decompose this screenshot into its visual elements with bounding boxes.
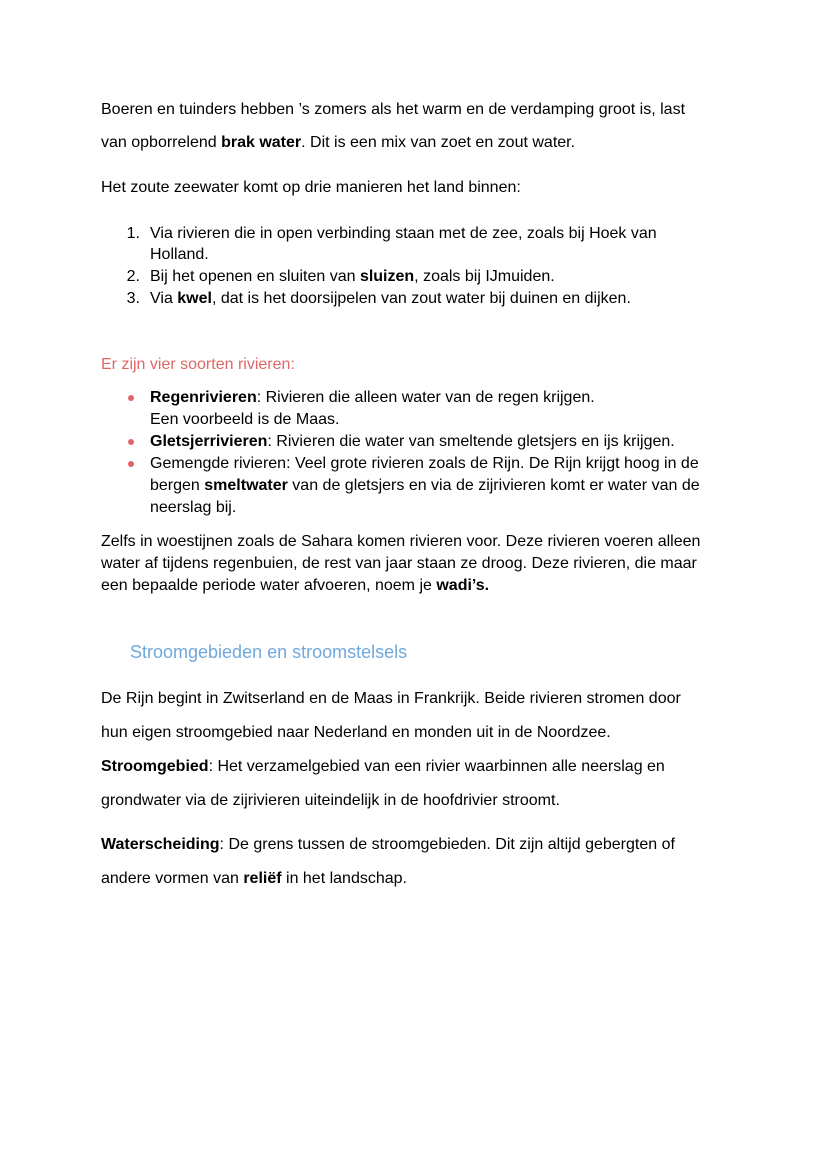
zout-intro: Het zoute zeewater komt op drie manieren het land binnen: xyxy=(101,179,521,196)
term-relief: reliëf xyxy=(243,870,282,887)
stroom-heading: Stroomgebieden en stroomstelsels xyxy=(130,642,408,662)
list-item-1-line-2: Holland. xyxy=(150,246,209,263)
term-smeltwater: smeltwater xyxy=(204,477,288,494)
term-kwel: kwel xyxy=(177,290,212,307)
definition-stroomgebied-line-2: grondwater via de zijrivieren uiteindelijk in de hoofdrivier stroomt. xyxy=(101,792,560,809)
bullet-item-3-line-3: neerslag bij. xyxy=(150,499,237,516)
definition-stroomgebied-line-1: Stroomgebied: Het verzamelgebied van een rivier waarbinnen alle neerslag en xyxy=(101,758,665,775)
term-stroomgebied: Stroomgebied xyxy=(101,758,209,775)
stroom-p1-line-2: hun eigen stroomgebied naar Nederland en monden uit in de Noordzee. xyxy=(101,724,611,741)
list-item-3: Via kwel, dat is het doorsijpelen van zout water bij duinen en dijken. xyxy=(150,290,631,307)
intro-line-1: Boeren en tuinders hebben ’s zomers als het warm en de verdamping groot is, last xyxy=(101,101,686,118)
term-regenrivieren: Regenrivieren xyxy=(150,389,257,406)
bullet-item-3-line-1: Gemengde rivieren: Veel grote rivieren zoals de Rijn. De Rijn krijgt hoog in de xyxy=(150,455,699,472)
bullet-item-1-line-2: Een voorbeeld is de Maas. xyxy=(150,411,340,428)
bullet-icon xyxy=(128,439,134,445)
bullet-item-1-line-1: Regenrivieren: Rivieren die alleen water van de regen krijgen. xyxy=(150,389,595,406)
list-item-2: Bij het openen en sluiten van sluizen, zoals bij IJmuiden. xyxy=(150,268,555,285)
definition-waterscheiding-line-1: Waterscheiding: De grens tussen de stroomgebieden. Dit zijn altijd gebergten of xyxy=(101,836,675,853)
stroom-p1-line-1: De Rijn begint in Zwitserland en de Maas in Frankrijk. Beide rivieren stromen door xyxy=(101,690,681,707)
list-number: 3. xyxy=(126,290,140,307)
term-gletsjerrivieren: Gletsjerrivieren xyxy=(150,433,268,450)
term-wadis: wadi’s. xyxy=(436,577,490,594)
term-sluizen: sluizen xyxy=(359,268,415,285)
list-item-1-line-1: Via rivieren die in open verbinding staan met de zee, zoals bij Hoek van xyxy=(150,225,657,242)
rivieren-heading: Er zijn vier soorten rivieren: xyxy=(101,356,295,373)
list-number: 1. xyxy=(126,225,140,242)
term-waterscheiding: Waterscheiding xyxy=(101,836,220,853)
bullet-item-2: Gletsjerrivieren: Rivieren die water van smeltende gletsjers en ijs krijgen. xyxy=(150,433,675,450)
term-brak-water: brak water xyxy=(221,134,302,151)
bullet-icon xyxy=(128,395,134,401)
bullet-item-3-line-2: bergen smeltwater van de gletsjers en via de zijrivieren komt er water van de xyxy=(150,477,700,494)
list-number: 2. xyxy=(126,268,140,285)
bullet-icon xyxy=(128,461,134,467)
wadi-line-3: een bepaalde periode water afvoeren, noem je wadi’s. xyxy=(101,577,490,594)
wadi-line-1: Zelfs in woestijnen zoals de Sahara komen rivieren voor. Deze rivieren voeren alleen xyxy=(101,533,701,550)
definition-waterscheiding-line-2: andere vormen van reliëf in het landschap. xyxy=(101,870,407,887)
intro-line-2: van opborrelend brak water. Dit is een mix van zoet en zout water. xyxy=(101,134,576,151)
wadi-line-2: water af tijdens regenbuien, de rest van jaar staan ze droog. Deze rivieren, die maar xyxy=(101,555,697,572)
